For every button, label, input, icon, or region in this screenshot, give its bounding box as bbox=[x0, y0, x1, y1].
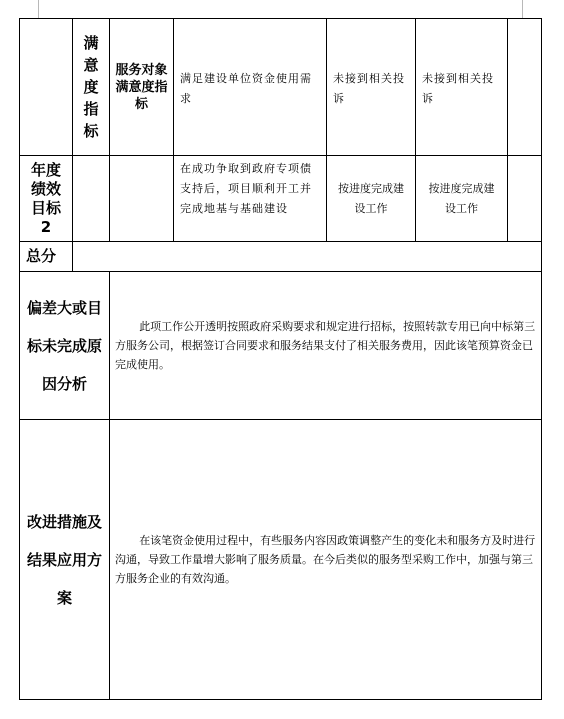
row2-empty-cell-1 bbox=[73, 156, 110, 242]
row2-col-a-cell bbox=[327, 156, 416, 242]
service-satisfaction-label: 服务对象满意度指标 bbox=[115, 62, 168, 112]
total-score-cell bbox=[20, 242, 73, 272]
row1-content-cell bbox=[174, 19, 327, 156]
annual-goal-2-cell bbox=[20, 156, 73, 242]
deviation-reason-label: 偏差大或目标未完成原因分析 bbox=[26, 298, 102, 393]
row1-col-b-text: 未接到相关投诉 bbox=[422, 72, 494, 105]
row2-col-b-cell bbox=[416, 156, 508, 242]
table-row-satisfaction bbox=[20, 19, 542, 156]
service-satisfaction-cell bbox=[110, 19, 174, 156]
satisfaction-indicator-label: 满意度指标 bbox=[83, 34, 99, 140]
total-score-label: 总分 bbox=[26, 247, 57, 265]
deviation-reason-text: 此项工作公开透明按照政府采购要求和规定进行招标，按照转款专用已向中标第三方服务公司，根据签订合同要求和服务结果支付了相关服务费用，因此该笔预算资金已完成使用。 bbox=[115, 320, 536, 371]
row1-extra-cell bbox=[508, 19, 542, 156]
row2-col-b-text: 按进度完成建设工作 bbox=[428, 181, 495, 215]
annual-goal-2-label: 年度绩效目标2 bbox=[30, 160, 61, 236]
performance-table bbox=[19, 18, 542, 700]
row1-col-b-cell bbox=[416, 19, 508, 156]
row2-content-cell bbox=[174, 156, 327, 242]
improvement-text-cell bbox=[110, 420, 542, 700]
improvement-plan-label: 改进措施及结果应用方案 bbox=[26, 512, 102, 607]
table-row-improvement bbox=[20, 420, 542, 700]
total-score-value-cell bbox=[73, 242, 542, 272]
row2-content-text: 在成功争取到政府专项债支持后，项目顺利开工并完成地基与基础建设 bbox=[180, 162, 312, 215]
improvement-plan-cell bbox=[20, 420, 110, 700]
page-crop-mark-left bbox=[38, 0, 39, 18]
improvement-plan-text: 在该笔资金使用过程中，有些服务内容因政策调整产生的变化未和服务方及时进行沟通，导致工作量增大影响了服务质量。在今后类似的服务型采购工作中，加强与第三方服务企业的有效沟通。 bbox=[115, 534, 536, 585]
row1-label-cell bbox=[20, 19, 73, 156]
row2-col-a-text: 按进度完成建设工作 bbox=[338, 181, 404, 215]
deviation-reason-cell bbox=[20, 272, 110, 420]
satisfaction-indicator-cell bbox=[73, 19, 110, 156]
row2-extra-cell bbox=[508, 156, 542, 242]
row1-content-text: 满足建设单位资金使用需求 bbox=[180, 72, 312, 105]
deviation-text-cell bbox=[110, 272, 542, 420]
row1-col-a-cell bbox=[327, 19, 416, 156]
table-row-total bbox=[20, 242, 542, 272]
table-row-annual-goal-2 bbox=[20, 156, 542, 242]
row1-col-a-text: 未接到相关投诉 bbox=[333, 72, 405, 105]
page-crop-mark-right bbox=[522, 0, 523, 18]
table-row-deviation bbox=[20, 272, 542, 420]
row2-empty-cell-2 bbox=[110, 156, 174, 242]
